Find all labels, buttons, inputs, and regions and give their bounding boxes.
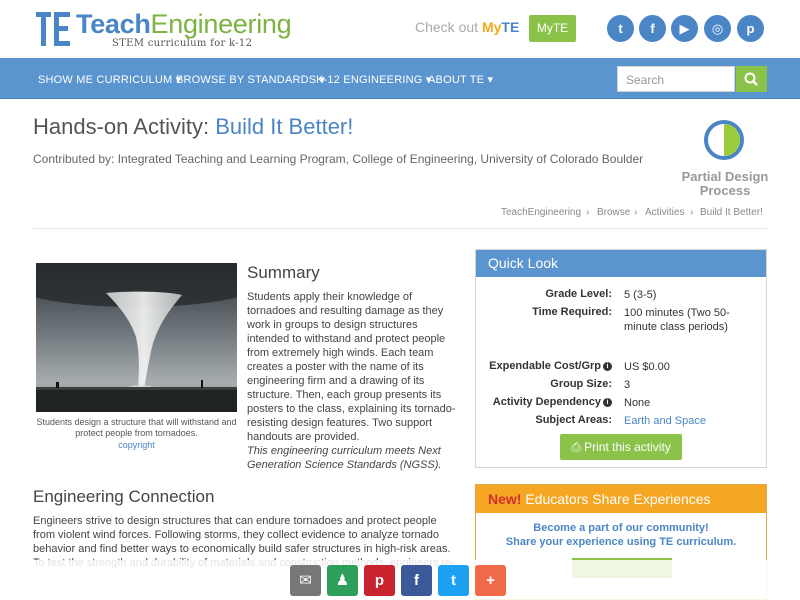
educators-line-1: Become a part of our community! [533, 522, 709, 534]
logo-tagline: STEM curriculum for k-12 [112, 38, 253, 49]
ql-label-text: Expendable Cost/Grp [489, 360, 601, 372]
breadcrumb-home[interactable]: TeachEngineering [501, 207, 582, 218]
new-badge: New! [488, 491, 522, 507]
educators-heading [476, 485, 766, 513]
breadcrumb-sep: › [634, 207, 638, 218]
search-icon [736, 66, 767, 92]
breadcrumb-current: Build It Better! [700, 207, 763, 218]
ql-value: None [624, 397, 651, 409]
subject-area-link[interactable]: Earth and Space [624, 415, 706, 427]
site-logo[interactable] [36, 10, 296, 52]
ql-label-text: Activity Dependency [492, 396, 601, 408]
engineering-connection-heading: Engineering Connection [33, 487, 215, 506]
summary-heading: Summary [247, 263, 320, 282]
quick-look-heading: Quick Look [476, 250, 766, 277]
facebook-icon[interactable]: f [639, 15, 666, 42]
partial-design-process-icon[interactable] [703, 119, 745, 161]
ql-label: Group Size: [550, 378, 612, 390]
educators-heading-text: Educators Share Experiences [521, 491, 711, 507]
myte-button[interactable]: MyTE [529, 15, 576, 42]
share-bar [0, 560, 800, 600]
ql-value: 3 [624, 379, 631, 391]
ql-value: US $0.00 [624, 361, 670, 373]
twitter-icon[interactable]: t [607, 15, 634, 42]
more-share-icon[interactable]: + [475, 565, 506, 596]
contributed-by: Contributed by: Integrated Teaching and Learning Program, College of Engineering, University of Colorado Boulder [33, 152, 644, 166]
ql-value: 100 minutes (Two 50-minute class periods) [624, 307, 730, 333]
ql-value: 5 (3-5) [624, 289, 657, 301]
breadcrumb-sep: › [586, 207, 590, 218]
info-icon[interactable]: i [603, 362, 612, 371]
breadcrumb-sep: › [690, 207, 694, 218]
youtube-icon[interactable]: ▶ [671, 15, 698, 42]
ql-label [476, 396, 612, 408]
site-header [0, 0, 800, 58]
copyright-link[interactable]: copyright [118, 440, 155, 450]
pinterest-share-icon[interactable]: p [364, 565, 395, 596]
quick-look-panel [475, 249, 767, 468]
engineering-connection-text: Engineers strive to design structures that can endure tornadoes and protect people from violent wind forces. Following storms, they collect evidence to analyze tornado behavior and find better ways to economically build safer structures in high-risk areas. [33, 515, 451, 555]
design-process-label[interactable]: Partial Design Process [681, 169, 769, 198]
summary-body: Students apply their knowledge of tornadoes and resulting damage as they work in groups to design structures intended to withstand and protect people from extremely high winds. Each team creates a poster with the name of its engineering firm and a drawing of its structure. Then, each group presents its posters to the class, explaining its tornado-resisting design features. Two support handouts are provided. [247, 291, 456, 443]
ql-label [476, 360, 612, 372]
main-nav [0, 58, 800, 99]
logo-mark-icon [36, 12, 70, 46]
ql-label: Subject Areas: [535, 414, 612, 426]
facebook-share-icon[interactable]: f [401, 565, 432, 596]
divider [33, 228, 767, 229]
image-caption: Students design a structure that will withstand and protect people from tornadoes. [36, 417, 237, 438]
ql-label: Time Required: [532, 306, 612, 318]
educators-line-2: Share your experience using TE curriculum. [505, 536, 737, 548]
info-icon[interactable]: i [603, 398, 612, 407]
breadcrumb-activities[interactable]: Activities [645, 207, 685, 218]
ql-label: Grade Level: [545, 288, 612, 300]
classroom-share-icon[interactable]: ♟ [327, 565, 358, 596]
nav-about-te[interactable]: ABOUT TE ▾ [428, 74, 494, 86]
instagram-icon[interactable]: ◎ [704, 15, 731, 42]
nav-show-me-curriculum[interactable]: SHOW ME CURRICULUM ▾ [38, 74, 182, 86]
pinterest-icon[interactable]: p [737, 15, 764, 42]
checkout-myte-text: Check out MyTE [415, 19, 520, 35]
logo-wordmark: TeachEngineering [76, 9, 292, 39]
twitter-share-icon[interactable]: t [438, 565, 469, 596]
breadcrumb-browse[interactable]: Browse [597, 207, 631, 218]
search-button[interactable] [736, 66, 767, 92]
print-activity-button[interactable]: ⎙ Print this activity [560, 434, 682, 460]
nav-browse-by-standards[interactable]: BROWSE BY STANDARDS ▾ [176, 74, 326, 86]
email-share-icon[interactable]: ✉ [290, 565, 321, 596]
summary-text [247, 290, 457, 472]
page-title: Hands-on Activity: Build It Better! [33, 114, 354, 139]
search-input[interactable]: Search [617, 66, 735, 92]
tornado-photo [36, 263, 237, 412]
ngss-note: This engineering curriculum meets Next Generation Science Standards (NGSS). [247, 445, 442, 471]
nav-k12-engineering[interactable]: K-12 ENGINEERING ▾ [316, 74, 432, 86]
